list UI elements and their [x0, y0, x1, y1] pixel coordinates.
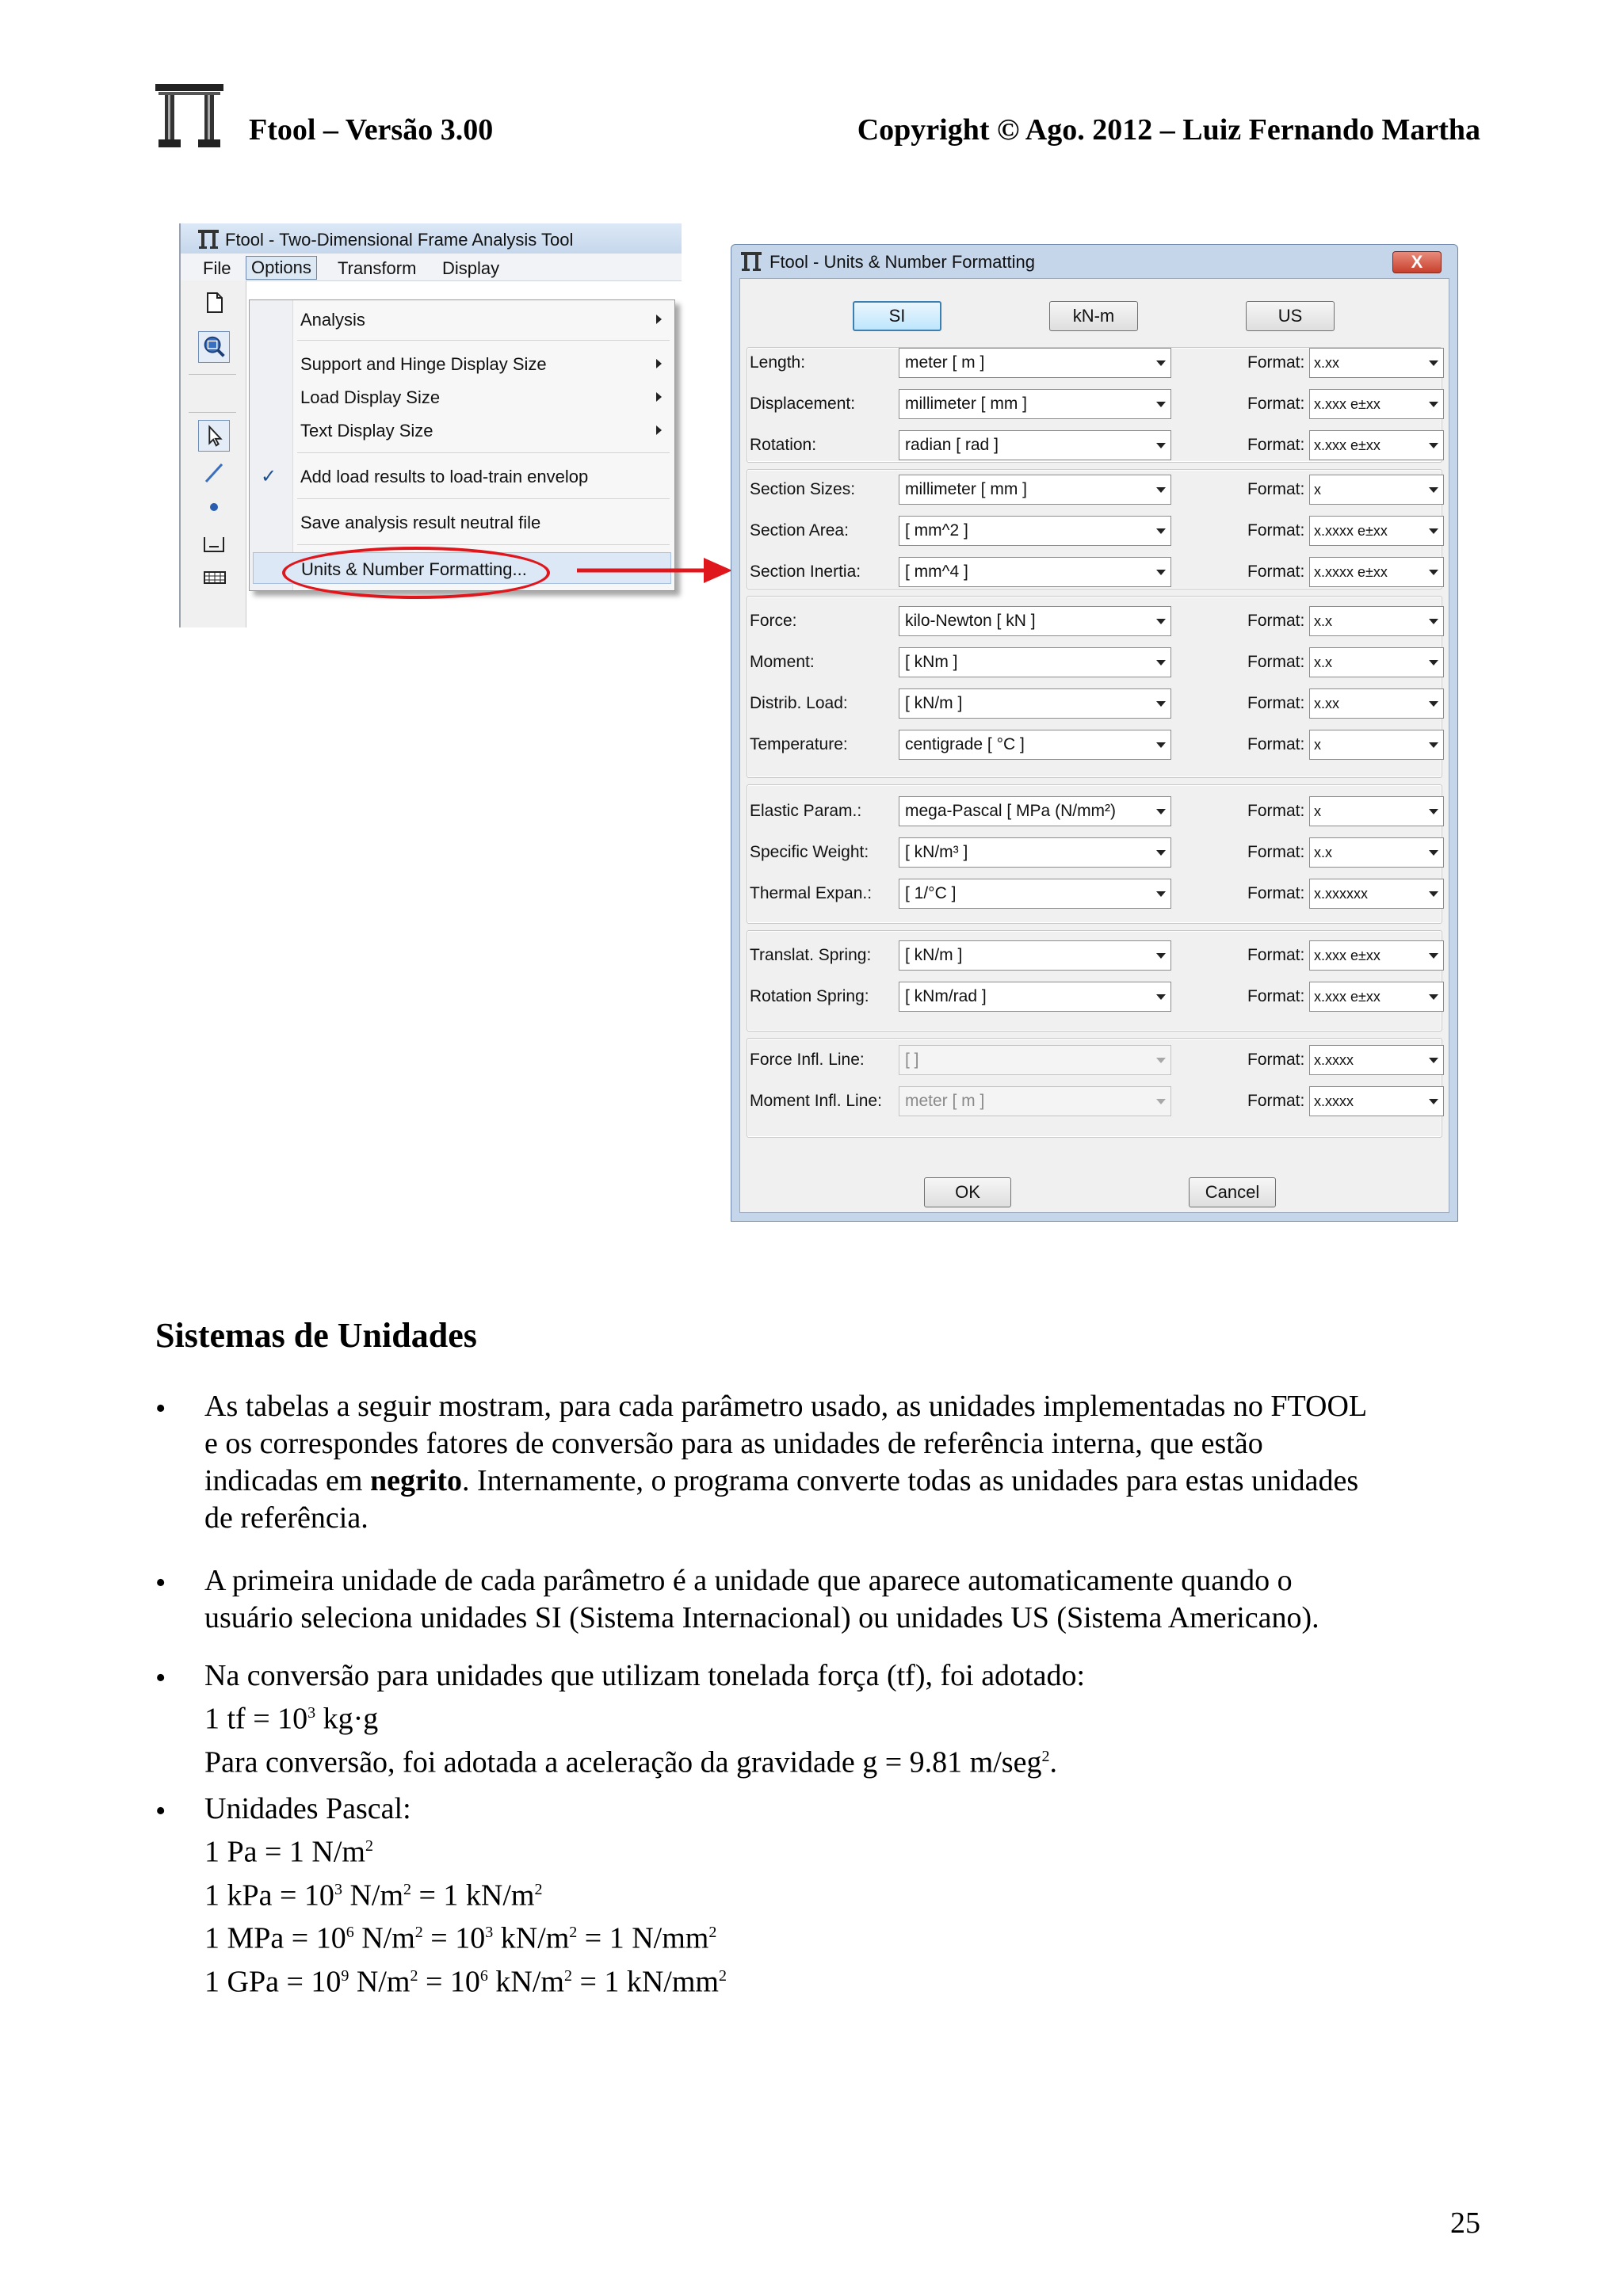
unit-select-value: meter [ m ]	[905, 1092, 985, 1110]
superscript: 2	[569, 1924, 578, 1942]
menu-file[interactable]: File	[203, 258, 231, 278]
dropdown-arrow-icon[interactable]	[1423, 475, 1443, 504]
format-select-value: x.xxxx	[1314, 1052, 1354, 1068]
format-select[interactable]	[1309, 606, 1444, 636]
dropdown-arrow-icon[interactable]	[1423, 730, 1443, 759]
format-select[interactable]	[1309, 940, 1444, 971]
unit-select[interactable]	[899, 348, 1171, 378]
row-label: Elastic Param.:	[750, 802, 862, 820]
dropdown-arrow-icon[interactable]	[1423, 1087, 1443, 1116]
bullet-paragraph-4	[204, 1791, 1480, 2001]
unit-select-value: meter [ m ]	[905, 353, 985, 372]
format-select[interactable]	[1309, 475, 1444, 505]
dropdown-arrow-icon[interactable]	[1423, 517, 1443, 545]
unit-select-value: [ mm^4 ]	[905, 563, 968, 581]
row-label: Section Area:	[750, 521, 849, 540]
format-select-value: x.xxx e±xx	[1314, 396, 1381, 412]
bold-text: negrito	[369, 1464, 463, 1497]
menu-item-load-display-size[interactable]	[250, 381, 674, 413]
row-label: Force Infl. Line:	[750, 1051, 865, 1069]
row-label: Force:	[750, 612, 797, 630]
format-label: Format:	[1247, 395, 1305, 413]
format-label: Format:	[1247, 480, 1305, 498]
unit-select[interactable]	[899, 982, 1171, 1012]
format-select[interactable]	[1309, 688, 1444, 719]
text-run: indicadas em	[204, 1464, 370, 1497]
bullet-paragraph-1	[204, 1388, 1480, 1537]
dropdown-arrow-icon[interactable]	[1150, 730, 1170, 759]
unit-select[interactable]	[899, 647, 1171, 677]
text-run: kg·g	[315, 1702, 379, 1736]
main-window-title: Ftool - Two-Dimensional Frame Analysis Tool	[225, 230, 574, 250]
text-run: N/m	[342, 1878, 403, 1913]
superscript: 2	[365, 1837, 373, 1855]
format-select[interactable]	[1309, 879, 1444, 909]
unit-select-value: [ ]	[905, 1051, 919, 1069]
row-label: Distrib. Load:	[750, 694, 848, 712]
row-label: Thermal Expan.:	[750, 884, 873, 902]
unit-select[interactable]	[899, 475, 1171, 505]
format-label: Format:	[1247, 612, 1305, 630]
format-select-value: x.xxxxxx	[1314, 886, 1369, 902]
dropdown-arrow-icon[interactable]	[1150, 475, 1170, 504]
pascal-line	[204, 1828, 1480, 1871]
text-line: A primeira unidade de cada parâmetro é a unidade que aparece automaticamente quando o	[204, 1564, 1293, 1597]
unit-select[interactable]	[899, 557, 1171, 587]
text-run: = 10	[422, 1921, 486, 1955]
submenu-arrow-icon	[656, 315, 662, 324]
submenu-arrow-icon	[656, 392, 662, 402]
text-run: kN/m	[487, 1965, 564, 1999]
dialog-titlebar	[731, 245, 1457, 277]
format-select[interactable]	[1309, 837, 1444, 868]
header-copyright: Copyright © Ago. 2012 – Luiz Fernando Martha	[857, 113, 1480, 147]
unit-select-value: [ kN/m ]	[905, 946, 963, 964]
toolbar-separator	[189, 412, 236, 413]
dropdown-arrow-icon	[1150, 1087, 1170, 1116]
main-window-titlebar	[181, 223, 682, 254]
dropdown-arrow-icon[interactable]	[1423, 838, 1443, 867]
menu-options[interactable]: Options	[246, 256, 317, 280]
dialog-body	[739, 278, 1449, 1213]
format-label: Format:	[1247, 884, 1305, 902]
text-line: usuário seleciona unidades SI (Sistema Internacional) ou unidades US (Sistema Americano).	[204, 1601, 1319, 1634]
superscript: 2	[708, 1924, 717, 1942]
unit-select-value: millimeter [ mm ]	[905, 480, 1027, 498]
row-label: Section Sizes:	[750, 480, 856, 498]
zoom-model-icon[interactable]	[198, 331, 230, 363]
unit-select-value: [ kNm ]	[905, 653, 958, 671]
highlight-ellipse	[282, 547, 550, 599]
text-run: N/m	[349, 1965, 411, 1999]
dropdown-arrow-icon	[1150, 1046, 1170, 1074]
superscript: 9	[341, 1966, 349, 1985]
menu-transform[interactable]: Transform	[338, 258, 417, 278]
unit-select-value: [ mm^2 ]	[905, 521, 968, 540]
superscript: 2	[1041, 1747, 1050, 1765]
format-select[interactable]	[1309, 1086, 1444, 1116]
unit-select[interactable]	[899, 879, 1171, 909]
unit-select-value: [ kNm/rad ]	[905, 987, 987, 1005]
unit-select[interactable]	[899, 389, 1171, 419]
units-dialog	[731, 244, 1458, 1222]
menu-item-label: Load Display Size	[300, 387, 441, 407]
dropdown-arrow-icon[interactable]	[1423, 607, 1443, 635]
text-line: As tabelas a seguir mostram, para cada parâmetro usado, as unidades implementadas no FTOOL	[204, 1390, 1368, 1423]
format-label: Format:	[1247, 353, 1305, 372]
dropdown-arrow-icon[interactable]	[1150, 349, 1170, 377]
new-file-icon[interactable]	[198, 287, 230, 318]
text-line: Na conversão para unidades que utilizam tonelada força (tf), foi adotado:	[204, 1659, 1086, 1692]
section-title: Sistemas de Unidades	[155, 1316, 477, 1355]
ftool-logo-icon	[155, 84, 223, 147]
format-select[interactable]	[1309, 348, 1444, 378]
unit-select-value: [ kN/m ]	[905, 694, 963, 712]
format-select-value: x	[1314, 803, 1321, 819]
format-select[interactable]	[1309, 730, 1444, 760]
menu-separator	[297, 452, 670, 453]
dropdown-arrow-icon[interactable]	[1423, 648, 1443, 677]
unit-select-value: radian [ rad ]	[905, 436, 999, 454]
menu-separator	[297, 498, 670, 499]
ftool-app-icon	[741, 252, 762, 271]
menu-item-label: Units & Number Formatting...	[301, 559, 527, 579]
unit-select-value: [ 1/°C ]	[905, 884, 957, 902]
dropdown-arrow-icon[interactable]	[1423, 797, 1443, 826]
unit-select	[899, 1045, 1171, 1075]
dropdown-arrow-icon[interactable]	[1150, 431, 1170, 460]
text-run: Para conversão, foi adotada a aceleração da gravidade g = 9.81 m/seg	[204, 1745, 1042, 1779]
dropdown-arrow-icon[interactable]	[1423, 879, 1443, 908]
format-label: Format:	[1247, 1092, 1305, 1110]
bullet-icon: •	[155, 1392, 166, 1425]
dropdown-arrow-icon[interactable]	[1150, 689, 1170, 718]
format-select[interactable]	[1309, 1045, 1444, 1075]
dropdown-arrow-icon[interactable]	[1150, 517, 1170, 545]
format-select-value: x.xx	[1314, 696, 1340, 711]
menu-item-label: Support and Hinge Display Size	[300, 354, 547, 374]
dropdown-arrow-icon[interactable]	[1150, 607, 1170, 635]
unit-select-value: millimeter [ mm ]	[905, 395, 1027, 413]
toolbar	[181, 280, 246, 627]
row-label: Rotation Spring:	[750, 987, 869, 1005]
dropdown-arrow-icon[interactable]	[1423, 431, 1443, 460]
text-line	[204, 1463, 1480, 1500]
text-run: = 10	[418, 1965, 480, 1999]
dialog-title: Ftool - Units & Number Formatting	[769, 252, 1035, 272]
menu-item-analysis[interactable]	[250, 303, 674, 335]
bullet-paragraph-2	[204, 1562, 1480, 1637]
dimension-icon[interactable]	[198, 528, 230, 559]
row-label: Temperature:	[750, 735, 848, 753]
format-label: Format:	[1247, 987, 1305, 1005]
superscript: 2	[563, 1966, 572, 1985]
dropdown-arrow-icon[interactable]	[1150, 797, 1170, 826]
header-title: Ftool – Versão 3.00	[249, 113, 494, 147]
text-run: = 1 N/mm	[577, 1921, 709, 1955]
superscript: 3	[307, 1704, 316, 1722]
submenu-arrow-icon	[656, 425, 662, 435]
menu-item-save-neutral-file[interactable]	[250, 506, 674, 538]
superscript: 2	[534, 1880, 543, 1898]
menu-item-add-load-results[interactable]	[250, 460, 674, 492]
text-run: = 1 kN/mm	[571, 1965, 719, 1999]
format-select-value: x.xxxx e±xx	[1314, 564, 1388, 580]
format-label: Format:	[1247, 1051, 1305, 1069]
menu-item-label: Text Display Size	[300, 421, 433, 441]
row-label: Length:	[750, 353, 806, 372]
draw-line-icon[interactable]	[198, 456, 230, 488]
text-run: 1 MPa = 10	[204, 1921, 346, 1955]
checkmark-icon: ✓	[261, 466, 277, 487]
text-run: N/m	[353, 1921, 415, 1955]
row-label: Rotation:	[750, 436, 817, 454]
dropdown-arrow-icon[interactable]	[1423, 982, 1443, 1011]
format-select-value: x.xxx e±xx	[1314, 948, 1381, 963]
text-run: .	[1049, 1745, 1057, 1779]
format-select-value: x.x	[1314, 654, 1333, 670]
superscript: 2	[410, 1966, 418, 1985]
format-select[interactable]	[1309, 557, 1444, 587]
unit-select-value: [ kN/m³ ]	[905, 843, 968, 861]
dropdown-arrow-icon[interactable]	[1150, 982, 1170, 1011]
unit-select[interactable]	[899, 940, 1171, 971]
bullet-icon: •	[155, 1794, 166, 1828]
text-run: 1 tf = 10	[204, 1702, 308, 1736]
unit-select[interactable]	[899, 606, 1171, 636]
superscript: 2	[718, 1966, 727, 1985]
menu-item-label: Save analysis result neutral file	[300, 513, 541, 532]
dropdown-arrow-icon[interactable]	[1150, 648, 1170, 677]
unit-select[interactable]	[899, 730, 1171, 760]
format-select-value: x	[1314, 737, 1321, 753]
format-select[interactable]	[1309, 796, 1444, 826]
format-select-value: x.xx	[1314, 355, 1340, 371]
megapascal-line	[204, 1914, 1480, 1958]
dropdown-arrow-icon[interactable]	[1423, 941, 1443, 970]
text-run: kN/m	[493, 1921, 570, 1955]
ok-button[interactable]: OK	[924, 1177, 1011, 1207]
menu-separator	[297, 340, 670, 341]
dropdown-arrow-icon[interactable]	[1150, 390, 1170, 418]
unit-select-value: kilo-Newton [ kN ]	[905, 612, 1036, 630]
format-select[interactable]	[1309, 647, 1444, 677]
format-label: Format:	[1247, 843, 1305, 861]
bullet-icon: •	[155, 1661, 166, 1695]
select-cursor-icon[interactable]	[198, 420, 230, 452]
text-run: 1 kPa = 10	[204, 1878, 334, 1913]
options-dropdown-menu	[249, 299, 675, 591]
text-line	[204, 1738, 1480, 1782]
format-select-value: x.xxx e±xx	[1314, 437, 1381, 453]
format-select-value: x.xxxx e±xx	[1314, 523, 1388, 539]
dropdown-arrow-icon[interactable]	[1150, 558, 1170, 586]
text-run: = 1 kN/m	[411, 1878, 535, 1913]
unit-select[interactable]	[899, 516, 1171, 546]
menu-item-label: Analysis	[300, 310, 365, 330]
text-line: de referência.	[204, 1501, 369, 1535]
us-button[interactable]: US	[1246, 301, 1335, 331]
format-label: Format:	[1247, 521, 1305, 540]
format-select-value: x.x	[1314, 845, 1333, 860]
row-label: Moment Infl. Line:	[750, 1092, 882, 1110]
row-label: Specific Weight:	[750, 843, 869, 861]
bullet-icon: •	[155, 1566, 166, 1600]
dropdown-arrow-icon[interactable]	[1423, 1046, 1443, 1074]
submenu-arrow-icon	[656, 359, 662, 368]
row-label: Moment:	[750, 653, 815, 671]
superscript: 6	[479, 1966, 488, 1985]
superscript: 3	[334, 1880, 342, 1898]
kilopascal-line	[204, 1871, 1480, 1915]
format-select[interactable]	[1309, 430, 1444, 460]
format-select-value: x.xxxx	[1314, 1093, 1354, 1109]
kn-m-button[interactable]: kN-m	[1049, 301, 1138, 331]
format-select-value: x	[1314, 482, 1321, 498]
page-number: 25	[1450, 2206, 1480, 2240]
unit-select[interactable]	[899, 430, 1171, 460]
format-select[interactable]	[1309, 982, 1444, 1012]
menubar	[181, 254, 682, 281]
row-label: Displacement:	[750, 395, 856, 413]
close-button[interactable]: X	[1392, 251, 1442, 273]
unit-select-value: mega-Pascal [ MPa (N/mm²)	[905, 802, 1117, 820]
format-label: Format:	[1247, 563, 1305, 581]
text-run: . Internamente, o programa converte todas as unidades para estas unidades	[462, 1464, 1359, 1497]
pointer-arrow-icon	[577, 555, 732, 586]
superscript: 2	[414, 1924, 423, 1942]
unit-select	[899, 1086, 1171, 1116]
unit-select[interactable]	[899, 688, 1171, 719]
superscript: 2	[403, 1880, 411, 1898]
unit-select[interactable]	[899, 837, 1171, 868]
unit-select-value: centigrade [ °C ]	[905, 735, 1025, 753]
text-run: 1 GPa = 10	[204, 1965, 342, 1999]
format-select[interactable]	[1309, 516, 1444, 546]
dropdown-arrow-icon[interactable]	[1150, 838, 1170, 867]
bullet-paragraph-3	[204, 1657, 1480, 1781]
format-select[interactable]	[1309, 389, 1444, 419]
row-label: Section Inertia:	[750, 563, 861, 581]
dropdown-arrow-icon[interactable]	[1150, 941, 1170, 970]
menu-item-text-display-size[interactable]	[250, 414, 674, 446]
toolbar-separator	[189, 374, 236, 375]
format-label: Format:	[1247, 694, 1305, 712]
dropdown-arrow-icon[interactable]	[1423, 349, 1443, 377]
format-label: Format:	[1247, 436, 1305, 454]
row-label: Translat. Spring:	[750, 946, 872, 964]
menu-item-label: Add load results to load-train envelop	[300, 467, 589, 486]
cancel-button[interactable]: Cancel	[1189, 1177, 1276, 1207]
format-label: Format:	[1247, 946, 1305, 964]
format-label: Format:	[1247, 735, 1305, 753]
superscript: 6	[346, 1924, 354, 1942]
text-line	[204, 1695, 1480, 1738]
menu-separator	[297, 544, 670, 545]
text-run: 1 Pa = 1 N/m	[204, 1835, 365, 1869]
format-label: Format:	[1247, 653, 1305, 671]
grid-hatch-icon[interactable]	[198, 561, 230, 593]
text-line: e os correspondes fatores de conversão para as unidades de referência interna, que estão	[204, 1427, 1263, 1460]
ftool-app-icon	[198, 230, 219, 249]
menu-display[interactable]: Display	[442, 258, 500, 278]
superscript: 3	[485, 1924, 494, 1942]
dropdown-arrow-icon[interactable]	[1423, 558, 1443, 586]
format-select-value: x.xxx e±xx	[1314, 989, 1381, 1005]
dropdown-arrow-icon[interactable]	[1423, 689, 1443, 718]
format-select-value: x.x	[1314, 613, 1333, 629]
gigapascal-line	[204, 1958, 1480, 2001]
menu-item-support-hinge-size[interactable]	[250, 348, 674, 379]
unit-select[interactable]	[899, 796, 1171, 826]
format-label: Format:	[1247, 802, 1305, 820]
si-button[interactable]: SI	[853, 301, 941, 331]
dropdown-arrow-icon[interactable]	[1423, 390, 1443, 418]
text-line: Unidades Pascal:	[204, 1792, 411, 1825]
node-point-icon[interactable]	[198, 491, 230, 523]
dropdown-arrow-icon[interactable]	[1150, 879, 1170, 908]
